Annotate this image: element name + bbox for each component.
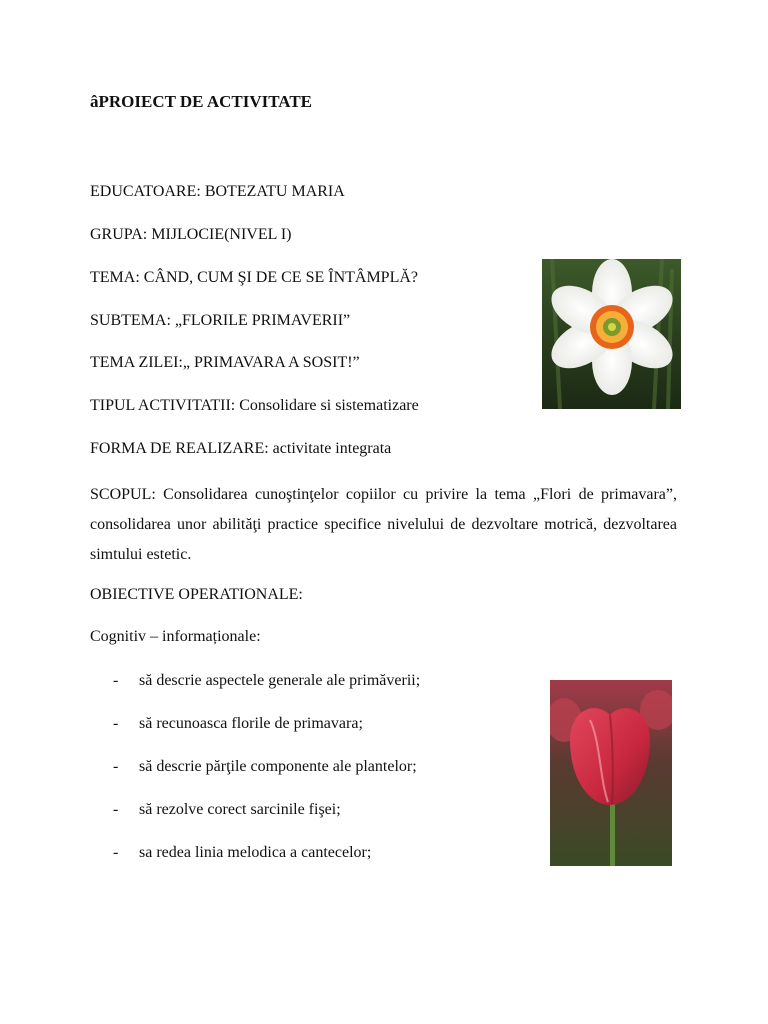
- bullet-marker: -: [113, 758, 119, 775]
- tema-line: TEMA: CÂND, CUM ŞI DE CE SE ÎNTÂMPLĂ?: [90, 269, 418, 286]
- daffodil-photo: [542, 259, 681, 409]
- list-item-text: sa redea linia melodica a cantecelor;: [139, 844, 372, 861]
- bullet-marker: -: [113, 715, 119, 732]
- list-item: [113, 757, 417, 777]
- list-item-text: să descrie aspectele generale ale primăverii;: [139, 672, 421, 689]
- obiective-heading: OBIECTIVE OPERATIONALE:: [90, 586, 303, 603]
- educatoare-line: EDUCATOARE: BOTEZATU MARIA: [90, 183, 345, 200]
- list-item-text: să rezolve corect sarcinile fişei;: [139, 801, 341, 818]
- cognitiv-heading: Cognitiv – informaționale:: [90, 628, 261, 645]
- list-item: [113, 671, 420, 691]
- bullet-marker: -: [113, 844, 119, 861]
- list-item: [113, 843, 371, 863]
- list-item-text: să descrie părţile componente ale plantelor;: [139, 758, 417, 775]
- grupa-line: GRUPA: MIJLOCIE(NIVEL I): [90, 226, 292, 243]
- tema-zilei-line: TEMA ZILEI:„ PRIMAVARA A SOSIT!”: [90, 354, 360, 371]
- tipul-activitatii-line: TIPUL ACTIVITATII: Consolidare si sistematizare: [90, 397, 419, 414]
- list-item: [113, 800, 341, 820]
- forma-de-realizare-line: FORMA DE REALIZARE: activitate integrata: [90, 440, 392, 457]
- subtema-line: SUBTEMA: „FLORILE PRIMAVERII”: [90, 312, 351, 329]
- list-item-text: să recunoasca florile de primavara;: [139, 715, 363, 732]
- bullet-marker: -: [113, 801, 119, 818]
- bullet-marker: -: [113, 672, 119, 689]
- list-item: [113, 714, 363, 734]
- tulip-photo: [550, 680, 672, 866]
- document-title: âPROIECT DE ACTIVITATE: [90, 92, 312, 111]
- scopul-paragraph: SCOPUL: Consolidarea cunoştinţelor copiilor cu privire la tema „Flori de primavara”, consolidarea unor abilităţi practice specifice nivelului de dezvoltare motrică, dezvoltarea simtului estetic.: [90, 486, 677, 563]
